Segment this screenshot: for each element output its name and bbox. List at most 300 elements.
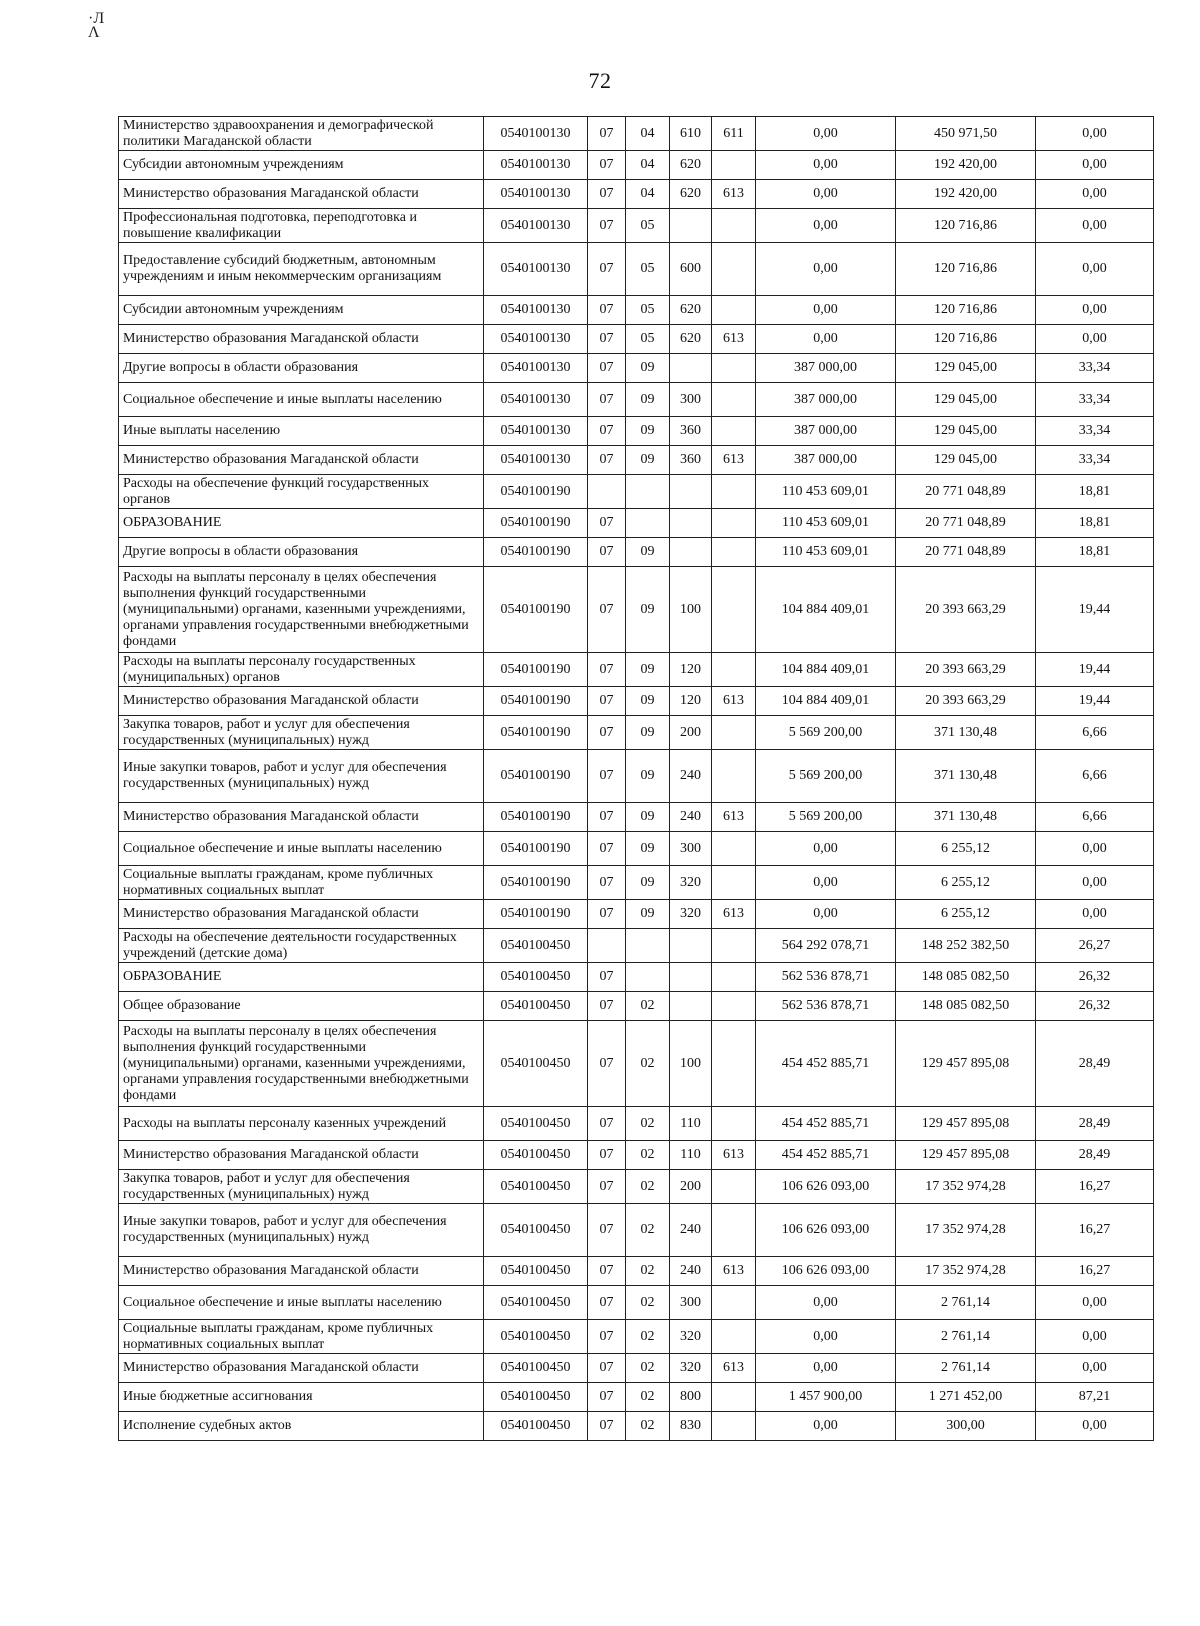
table-row — [119, 509, 1154, 538]
grbs-code — [712, 866, 756, 900]
planned-amount: 110 453 609,01 — [756, 509, 896, 538]
execution-percent: 6,66 — [1036, 750, 1154, 803]
target-code: 0540100190 — [484, 475, 588, 509]
grbs-code — [712, 151, 756, 180]
planned-amount: 454 452 885,71 — [756, 1021, 896, 1107]
planned-amount: 562 536 878,71 — [756, 963, 896, 992]
table-row — [119, 1320, 1154, 1354]
page-number: 72 — [588, 68, 612, 93]
expense-type-code: 620 — [670, 296, 712, 325]
expense-type-code — [670, 475, 712, 509]
row-name: Министерство образования Магаданской области — [119, 180, 484, 209]
section-code: 07 — [588, 992, 626, 1021]
expense-type-code: 300 — [670, 832, 712, 866]
target-code: 0540100450 — [484, 1354, 588, 1383]
grbs-code — [712, 383, 756, 417]
section-code: 07 — [588, 900, 626, 929]
section-code: 07 — [588, 446, 626, 475]
subsection-code: 09 — [626, 383, 670, 417]
planned-amount: 0,00 — [756, 832, 896, 866]
table-row — [119, 417, 1154, 446]
row-name: Расходы на обеспечение деятельности государственных учреждений (детские дома) — [119, 929, 484, 963]
grbs-code: 613 — [712, 325, 756, 354]
grbs-code — [712, 243, 756, 296]
actual-amount: 192 420,00 — [896, 151, 1036, 180]
grbs-code — [712, 296, 756, 325]
table-row — [119, 929, 1154, 963]
row-name: Министерство образования Магаданской области — [119, 1257, 484, 1286]
actual-amount: 6 255,12 — [896, 900, 1036, 929]
section-code: 07 — [588, 180, 626, 209]
target-code: 0540100190 — [484, 716, 588, 750]
planned-amount: 387 000,00 — [756, 417, 896, 446]
subsection-code: 04 — [626, 180, 670, 209]
table-row — [119, 1107, 1154, 1141]
grbs-code — [712, 653, 756, 687]
grbs-code — [712, 209, 756, 243]
section-code: 07 — [588, 325, 626, 354]
expense-type-code: 240 — [670, 803, 712, 832]
grbs-code — [712, 1170, 756, 1204]
subsection-code: 09 — [626, 866, 670, 900]
subsection-code: 05 — [626, 296, 670, 325]
subsection-code: 09 — [626, 716, 670, 750]
actual-amount: 20 771 048,89 — [896, 509, 1036, 538]
actual-amount: 120 716,86 — [896, 325, 1036, 354]
expense-type-code — [670, 538, 712, 567]
planned-amount: 110 453 609,01 — [756, 538, 896, 567]
row-name: Министерство здравоохранения и демографической политики Магаданской области — [119, 117, 484, 151]
target-code: 0540100190 — [484, 832, 588, 866]
section-code: 07 — [588, 750, 626, 803]
table-row — [119, 243, 1154, 296]
planned-amount: 564 292 078,71 — [756, 929, 896, 963]
execution-percent: 26,32 — [1036, 963, 1154, 992]
expense-type-code: 800 — [670, 1383, 712, 1412]
planned-amount: 1 457 900,00 — [756, 1383, 896, 1412]
actual-amount: 2 761,14 — [896, 1354, 1036, 1383]
grbs-code: 613 — [712, 900, 756, 929]
section-code — [588, 929, 626, 963]
table-row — [119, 866, 1154, 900]
row-name: Иные закупки товаров, работ и услуг для обеспечения государственных (муниципальных) нужд — [119, 1204, 484, 1257]
subsection-code: 05 — [626, 325, 670, 354]
row-name: Профессиональная подготовка, переподготовка и повышение квалификации — [119, 209, 484, 243]
actual-amount: 6 255,12 — [896, 866, 1036, 900]
grbs-code — [712, 1412, 756, 1441]
planned-amount: 104 884 409,01 — [756, 653, 896, 687]
table-row — [119, 1354, 1154, 1383]
target-code: 0540100130 — [484, 209, 588, 243]
table-row — [119, 963, 1154, 992]
table-row — [119, 1170, 1154, 1204]
target-code: 0540100450 — [484, 1286, 588, 1320]
actual-amount: 2 761,14 — [896, 1320, 1036, 1354]
execution-percent: 28,49 — [1036, 1107, 1154, 1141]
section-code: 07 — [588, 117, 626, 151]
row-name: Социальное обеспечение и иные выплаты населению — [119, 832, 484, 866]
subsection-code: 09 — [626, 832, 670, 866]
row-name: Социальные выплаты гражданам, кроме публичных нормативных социальных выплат — [119, 1320, 484, 1354]
expense-type-code — [670, 992, 712, 1021]
row-name: Субсидии автономным учреждениям — [119, 296, 484, 325]
execution-percent: 0,00 — [1036, 117, 1154, 151]
actual-amount: 148 085 082,50 — [896, 992, 1036, 1021]
section-code: 07 — [588, 803, 626, 832]
row-name: Расходы на обеспечение функций государственных органов — [119, 475, 484, 509]
grbs-code — [712, 567, 756, 653]
subsection-code — [626, 509, 670, 538]
section-code: 07 — [588, 716, 626, 750]
expense-type-code — [670, 209, 712, 243]
table-row — [119, 151, 1154, 180]
planned-amount: 104 884 409,01 — [756, 687, 896, 716]
grbs-code — [712, 538, 756, 567]
subsection-code: 09 — [626, 900, 670, 929]
execution-percent: 18,81 — [1036, 509, 1154, 538]
execution-percent: 0,00 — [1036, 832, 1154, 866]
actual-amount: 300,00 — [896, 1412, 1036, 1441]
planned-amount: 5 569 200,00 — [756, 803, 896, 832]
actual-amount: 17 352 974,28 — [896, 1170, 1036, 1204]
grbs-code — [712, 475, 756, 509]
planned-amount: 110 453 609,01 — [756, 475, 896, 509]
expense-type-code: 110 — [670, 1141, 712, 1170]
section-code: 07 — [588, 653, 626, 687]
execution-percent: 26,27 — [1036, 929, 1154, 963]
target-code: 0540100190 — [484, 538, 588, 567]
actual-amount: 6 255,12 — [896, 832, 1036, 866]
expense-type-code: 600 — [670, 243, 712, 296]
expense-type-code: 120 — [670, 687, 712, 716]
actual-amount: 20 393 663,29 — [896, 687, 1036, 716]
planned-amount: 0,00 — [756, 180, 896, 209]
actual-amount: 129 045,00 — [896, 354, 1036, 383]
section-code: 07 — [588, 509, 626, 538]
planned-amount: 0,00 — [756, 151, 896, 180]
table-row — [119, 716, 1154, 750]
row-name: Иные бюджетные ассигнования — [119, 1383, 484, 1412]
expense-type-code: 610 — [670, 117, 712, 151]
target-code: 0540100130 — [484, 117, 588, 151]
expense-type-code: 240 — [670, 750, 712, 803]
section-code: 07 — [588, 832, 626, 866]
actual-amount: 148 085 082,50 — [896, 963, 1036, 992]
actual-amount: 129 457 895,08 — [896, 1107, 1036, 1141]
target-code: 0540100190 — [484, 803, 588, 832]
grbs-code — [712, 1107, 756, 1141]
actual-amount: 20 771 048,89 — [896, 538, 1036, 567]
grbs-code — [712, 1204, 756, 1257]
row-name: Расходы на выплаты персоналу государственных (муниципальных) органов — [119, 653, 484, 687]
execution-percent: 0,00 — [1036, 866, 1154, 900]
target-code: 0540100190 — [484, 509, 588, 538]
subsection-code — [626, 929, 670, 963]
expense-type-code: 830 — [670, 1412, 712, 1441]
actual-amount: 371 130,48 — [896, 750, 1036, 803]
target-code: 0540100450 — [484, 1021, 588, 1107]
execution-percent: 0,00 — [1036, 1320, 1154, 1354]
expense-type-code: 620 — [670, 325, 712, 354]
target-code: 0540100130 — [484, 325, 588, 354]
execution-percent: 28,49 — [1036, 1141, 1154, 1170]
execution-percent: 33,34 — [1036, 383, 1154, 417]
table-row — [119, 1141, 1154, 1170]
section-code: 07 — [588, 383, 626, 417]
execution-percent: 19,44 — [1036, 567, 1154, 653]
subsection-code: 02 — [626, 1141, 670, 1170]
target-code: 0540100450 — [484, 1412, 588, 1441]
subsection-code: 09 — [626, 803, 670, 832]
actual-amount: 148 252 382,50 — [896, 929, 1036, 963]
expense-type-code — [670, 509, 712, 538]
execution-percent: 19,44 — [1036, 687, 1154, 716]
section-code: 07 — [588, 687, 626, 716]
planned-amount: 0,00 — [756, 325, 896, 354]
actual-amount: 20 393 663,29 — [896, 567, 1036, 653]
execution-percent: 26,32 — [1036, 992, 1154, 1021]
planned-amount: 387 000,00 — [756, 354, 896, 383]
actual-amount: 1 271 452,00 — [896, 1383, 1036, 1412]
expense-type-code: 300 — [670, 383, 712, 417]
planned-amount: 0,00 — [756, 296, 896, 325]
planned-amount: 387 000,00 — [756, 383, 896, 417]
execution-percent: 6,66 — [1036, 716, 1154, 750]
grbs-code: 613 — [712, 180, 756, 209]
table-row — [119, 475, 1154, 509]
target-code: 0540100130 — [484, 446, 588, 475]
planned-amount: 104 884 409,01 — [756, 567, 896, 653]
actual-amount: 17 352 974,28 — [896, 1257, 1036, 1286]
planned-amount: 5 569 200,00 — [756, 716, 896, 750]
section-code: 07 — [588, 1257, 626, 1286]
table-row — [119, 803, 1154, 832]
execution-percent: 87,21 — [1036, 1383, 1154, 1412]
execution-percent: 19,44 — [1036, 653, 1154, 687]
section-code: 07 — [588, 209, 626, 243]
table-row — [119, 750, 1154, 803]
subsection-code: 02 — [626, 1354, 670, 1383]
table-row — [119, 1383, 1154, 1412]
planned-amount: 0,00 — [756, 209, 896, 243]
execution-percent: 0,00 — [1036, 151, 1154, 180]
budget-table — [118, 116, 1154, 1441]
execution-percent: 0,00 — [1036, 900, 1154, 929]
budget-table-container — [118, 116, 1153, 1441]
execution-percent: 0,00 — [1036, 1354, 1154, 1383]
actual-amount: 371 130,48 — [896, 716, 1036, 750]
expense-type-code: 320 — [670, 1354, 712, 1383]
target-code: 0540100130 — [484, 354, 588, 383]
subsection-code: 02 — [626, 1107, 670, 1141]
execution-percent: 16,27 — [1036, 1257, 1154, 1286]
execution-percent: 28,49 — [1036, 1021, 1154, 1107]
target-code: 0540100190 — [484, 900, 588, 929]
grbs-code — [712, 1286, 756, 1320]
table-row — [119, 653, 1154, 687]
execution-percent: 6,66 — [1036, 803, 1154, 832]
table-row — [119, 180, 1154, 209]
grbs-code: 611 — [712, 117, 756, 151]
planned-amount: 106 626 093,00 — [756, 1204, 896, 1257]
execution-percent: 0,00 — [1036, 1412, 1154, 1441]
planned-amount: 106 626 093,00 — [756, 1170, 896, 1204]
row-name: Министерство образования Магаданской области — [119, 687, 484, 716]
section-code: 07 — [588, 1204, 626, 1257]
expense-type-code: 240 — [670, 1257, 712, 1286]
grbs-code: 613 — [712, 1354, 756, 1383]
grbs-code — [712, 354, 756, 383]
table-row — [119, 900, 1154, 929]
grbs-code — [712, 750, 756, 803]
table-row — [119, 687, 1154, 716]
target-code: 0540100450 — [484, 1141, 588, 1170]
expense-type-code — [670, 354, 712, 383]
table-row — [119, 117, 1154, 151]
expense-type-code: 360 — [670, 446, 712, 475]
table-row — [119, 538, 1154, 567]
target-code: 0540100450 — [484, 1257, 588, 1286]
planned-amount: 106 626 093,00 — [756, 1257, 896, 1286]
expense-type-code: 320 — [670, 866, 712, 900]
expense-type-code: 110 — [670, 1107, 712, 1141]
execution-percent: 16,27 — [1036, 1204, 1154, 1257]
section-code: 07 — [588, 866, 626, 900]
grbs-code — [712, 963, 756, 992]
expense-type-code: 360 — [670, 417, 712, 446]
section-code: 07 — [588, 538, 626, 567]
row-name: ОБРАЗОВАНИЕ — [119, 509, 484, 538]
expense-type-code: 120 — [670, 653, 712, 687]
subsection-code: 09 — [626, 687, 670, 716]
planned-amount: 0,00 — [756, 1354, 896, 1383]
expense-type-code: 620 — [670, 180, 712, 209]
row-name: Закупка товаров, работ и услуг для обеспечения государственных (муниципальных) нужд — [119, 1170, 484, 1204]
section-code: 07 — [588, 151, 626, 180]
actual-amount: 20 771 048,89 — [896, 475, 1036, 509]
execution-percent: 33,34 — [1036, 446, 1154, 475]
grbs-code — [712, 1383, 756, 1412]
expense-type-code: 100 — [670, 1021, 712, 1107]
row-name: Министерство образования Магаданской области — [119, 900, 484, 929]
row-name: Министерство образования Магаданской области — [119, 325, 484, 354]
planned-amount: 5 569 200,00 — [756, 750, 896, 803]
execution-percent: 33,34 — [1036, 354, 1154, 383]
planned-amount: 0,00 — [756, 1286, 896, 1320]
grbs-code — [712, 716, 756, 750]
planned-amount: 0,00 — [756, 866, 896, 900]
row-name: Министерство образования Магаданской области — [119, 446, 484, 475]
row-name: Иные выплаты населению — [119, 417, 484, 446]
grbs-code: 613 — [712, 803, 756, 832]
target-code: 0540100450 — [484, 1383, 588, 1412]
subsection-code: 02 — [626, 1204, 670, 1257]
section-code: 07 — [588, 417, 626, 446]
planned-amount: 562 536 878,71 — [756, 992, 896, 1021]
target-code: 0540100190 — [484, 750, 588, 803]
planned-amount: 0,00 — [756, 1320, 896, 1354]
actual-amount: 2 761,14 — [896, 1286, 1036, 1320]
grbs-code — [712, 509, 756, 538]
execution-percent: 16,27 — [1036, 1170, 1154, 1204]
target-code: 0540100450 — [484, 1170, 588, 1204]
actual-amount: 17 352 974,28 — [896, 1204, 1036, 1257]
target-code: 0540100190 — [484, 866, 588, 900]
actual-amount: 371 130,48 — [896, 803, 1036, 832]
section-code: 07 — [588, 1383, 626, 1412]
expense-type-code: 200 — [670, 716, 712, 750]
grbs-code — [712, 1021, 756, 1107]
target-code: 0540100130 — [484, 296, 588, 325]
expense-type-code: 100 — [670, 567, 712, 653]
row-name: Иные закупки товаров, работ и услуг для обеспечения государственных (муниципальных) нужд — [119, 750, 484, 803]
target-code: 0540100190 — [484, 567, 588, 653]
table-row — [119, 383, 1154, 417]
table-row — [119, 209, 1154, 243]
table-row — [119, 992, 1154, 1021]
subsection-code: 05 — [626, 209, 670, 243]
actual-amount: 450 971,50 — [896, 117, 1036, 151]
subsection-code — [626, 963, 670, 992]
subsection-code: 09 — [626, 653, 670, 687]
grbs-code — [712, 832, 756, 866]
actual-amount: 129 045,00 — [896, 417, 1036, 446]
target-code: 0540100130 — [484, 383, 588, 417]
scan-mark: ·Л Λ — [88, 10, 105, 41]
table-row — [119, 1257, 1154, 1286]
budget-table-body — [119, 117, 1154, 1441]
table-row — [119, 296, 1154, 325]
expense-type-code: 320 — [670, 1320, 712, 1354]
planned-amount: 0,00 — [756, 900, 896, 929]
section-code: 07 — [588, 1320, 626, 1354]
row-name: Другие вопросы в области образования — [119, 354, 484, 383]
actual-amount: 192 420,00 — [896, 180, 1036, 209]
planned-amount: 454 452 885,71 — [756, 1107, 896, 1141]
subsection-code: 02 — [626, 1320, 670, 1354]
section-code: 07 — [588, 1286, 626, 1320]
section-code: 07 — [588, 1141, 626, 1170]
target-code: 0540100130 — [484, 417, 588, 446]
execution-percent: 0,00 — [1036, 243, 1154, 296]
table-row — [119, 832, 1154, 866]
execution-percent: 0,00 — [1036, 180, 1154, 209]
subsection-code: 04 — [626, 151, 670, 180]
row-name: ОБРАЗОВАНИЕ — [119, 963, 484, 992]
section-code: 07 — [588, 1412, 626, 1441]
row-name: Министерство образования Магаданской области — [119, 1354, 484, 1383]
row-name: Субсидии автономным учреждениям — [119, 151, 484, 180]
row-name: Другие вопросы в области образования — [119, 538, 484, 567]
subsection-code: 02 — [626, 1021, 670, 1107]
expense-type-code: 200 — [670, 1170, 712, 1204]
target-code: 0540100450 — [484, 929, 588, 963]
planned-amount: 454 452 885,71 — [756, 1141, 896, 1170]
execution-percent: 0,00 — [1036, 325, 1154, 354]
execution-percent: 0,00 — [1036, 209, 1154, 243]
actual-amount: 129 045,00 — [896, 383, 1036, 417]
row-name: Закупка товаров, работ и услуг для обеспечения государственных (муниципальных) нужд — [119, 716, 484, 750]
grbs-code: 613 — [712, 1257, 756, 1286]
target-code: 0540100130 — [484, 180, 588, 209]
row-name: Исполнение судебных актов — [119, 1412, 484, 1441]
expense-type-code: 620 — [670, 151, 712, 180]
target-code: 0540100190 — [484, 687, 588, 716]
subsection-code: 09 — [626, 567, 670, 653]
subsection-code: 02 — [626, 1170, 670, 1204]
table-row — [119, 354, 1154, 383]
grbs-code — [712, 992, 756, 1021]
